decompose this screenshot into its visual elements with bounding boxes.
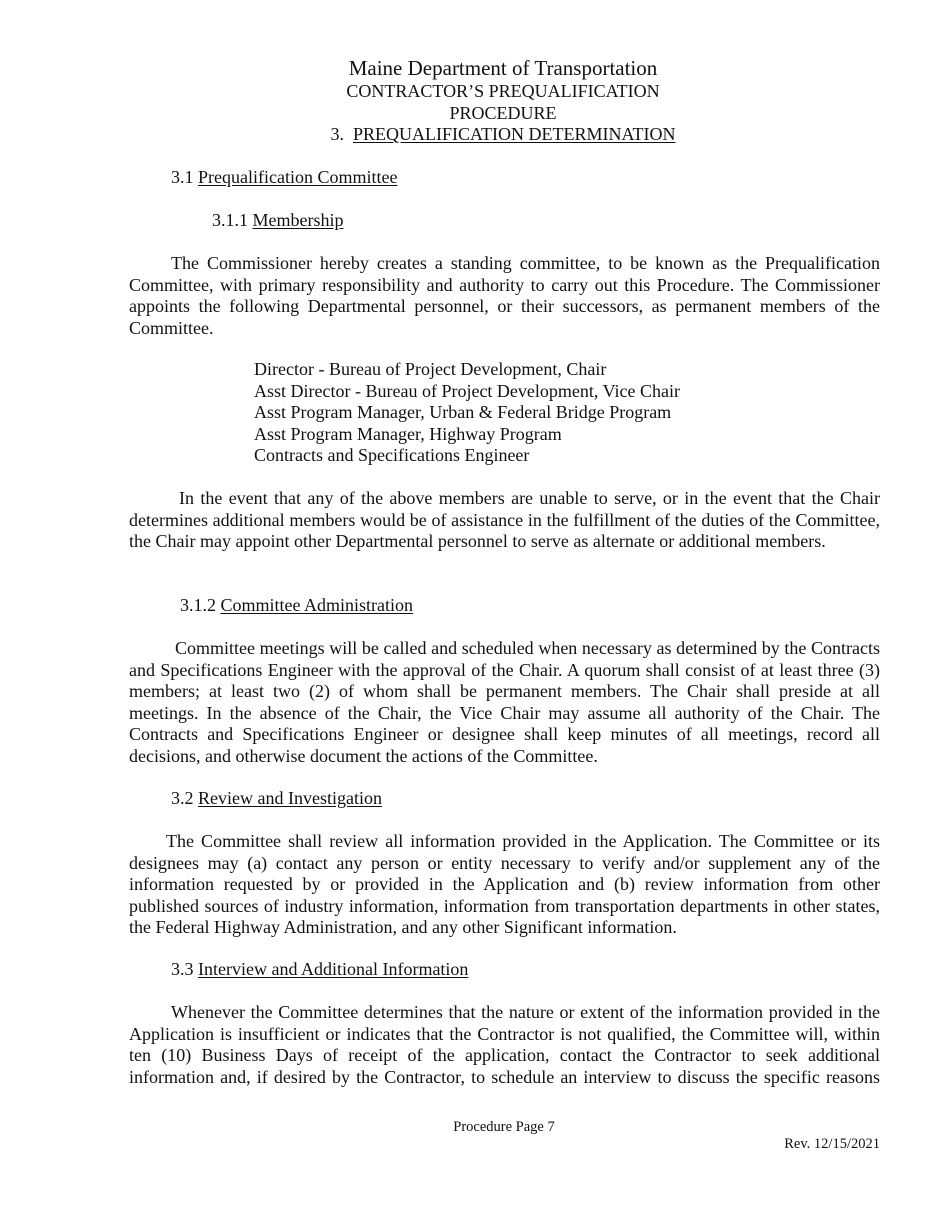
list-item: Asst Program Manager, Urban & Federal Bridge Program <box>254 402 672 422</box>
procedure-title-line1: CONTRACTOR’S PREQUALIFICATION <box>346 81 660 101</box>
heading-number: 3.1.2 <box>180 595 216 615</box>
heading-3-3 <box>171 959 468 981</box>
heading-number: 3.1 <box>171 167 194 187</box>
heading-title: Interview and Additional Information <box>198 959 469 979</box>
page-number: Procedure Page 7 <box>453 1119 555 1135</box>
heading-3-1-2 <box>180 595 413 617</box>
paragraph-review: The Committee shall review all information provided in the Application. The Committee or its designees may (a) contact any person or entity necessary to verify and/or supplement any of the information requested by or provided in the Application and (b) review information from other published sources of industry information, information from transportation departments in other states, the Federal Highway Administration, and any other Significant information. <box>129 831 880 937</box>
section-number: 3. <box>330 124 344 144</box>
section-title-text: PREQUALIFICATION DETERMINATION <box>353 124 676 144</box>
heading-title: Committee Administration <box>220 595 413 615</box>
heading-3-1 <box>171 167 397 189</box>
heading-3-1-1 <box>212 210 343 232</box>
paragraph-administration: Committee meetings will be called and scheduled when necessary as determined by the Contracts and Specifications Engineer with the approval of the Chair. A quorum shall consist of at least three (3) members; at least two (2) of whom shall be permanent members. The Chair shall preside at all meetings. In the absence of the Chair, the Vice Chair may assume all authority of the Chair. The Contracts and Specifications Engineer or designee shall keep minutes of all meetings, record all decisions, and otherwise document the actions of the Committee. <box>129 638 880 766</box>
org-title: Maine Department of Transportation <box>348 56 658 80</box>
heading-number: 3.2 <box>171 788 194 808</box>
revision-date: Rev. 12/15/2021 <box>784 1136 880 1152</box>
paragraph-membership: The Commissioner hereby creates a standing committee, to be known as the Prequalification Committee, with primary responsibility and authority to carry out this Procedure. The Commissioner appoints the following Departmental personnel, or their successors, as permanent members of the Committee. <box>129 253 880 338</box>
list-item: Asst Director - Bureau of Project Development, Vice Chair <box>254 380 680 401</box>
list-item: Asst Program Manager, Highway Program <box>254 423 562 444</box>
list-item: Contracts and Specifications Engineer <box>254 445 530 465</box>
section-title <box>230 124 776 146</box>
document-header <box>230 56 776 146</box>
heading-title: Prequalification Committee <box>198 167 398 187</box>
heading-number: 3.1.1 <box>212 210 248 230</box>
paragraph-alternates: In the event that any of the above members are unable to serve, or in the event that the Chair determines additional members would be of assistance in the fulfillment of the duties of the Committee, the Chair may appoint other Departmental personnel to serve as alternate or additional members. <box>129 488 880 551</box>
heading-number: 3.3 <box>171 959 194 979</box>
procedure-title-line2: PROCEDURE <box>449 102 557 123</box>
list-item: Director - Bureau of Project Development, Chair <box>254 359 607 379</box>
heading-title: Membership <box>252 210 344 230</box>
heading-3-2 <box>171 788 382 810</box>
heading-title: Review and Investigation <box>198 788 382 808</box>
paragraph-interview: Whenever the Committee determines that the nature or extent of the information provided in the Application is insufficient or indicates that the Contractor is not qualified, the Committee will, within ten (10) Business Days of receipt of the application, contact the Contractor to seek additional information and, if desired by the Contractor, to schedule an interview to discuss the specific reasons <box>129 1002 880 1087</box>
member-list <box>254 359 680 467</box>
